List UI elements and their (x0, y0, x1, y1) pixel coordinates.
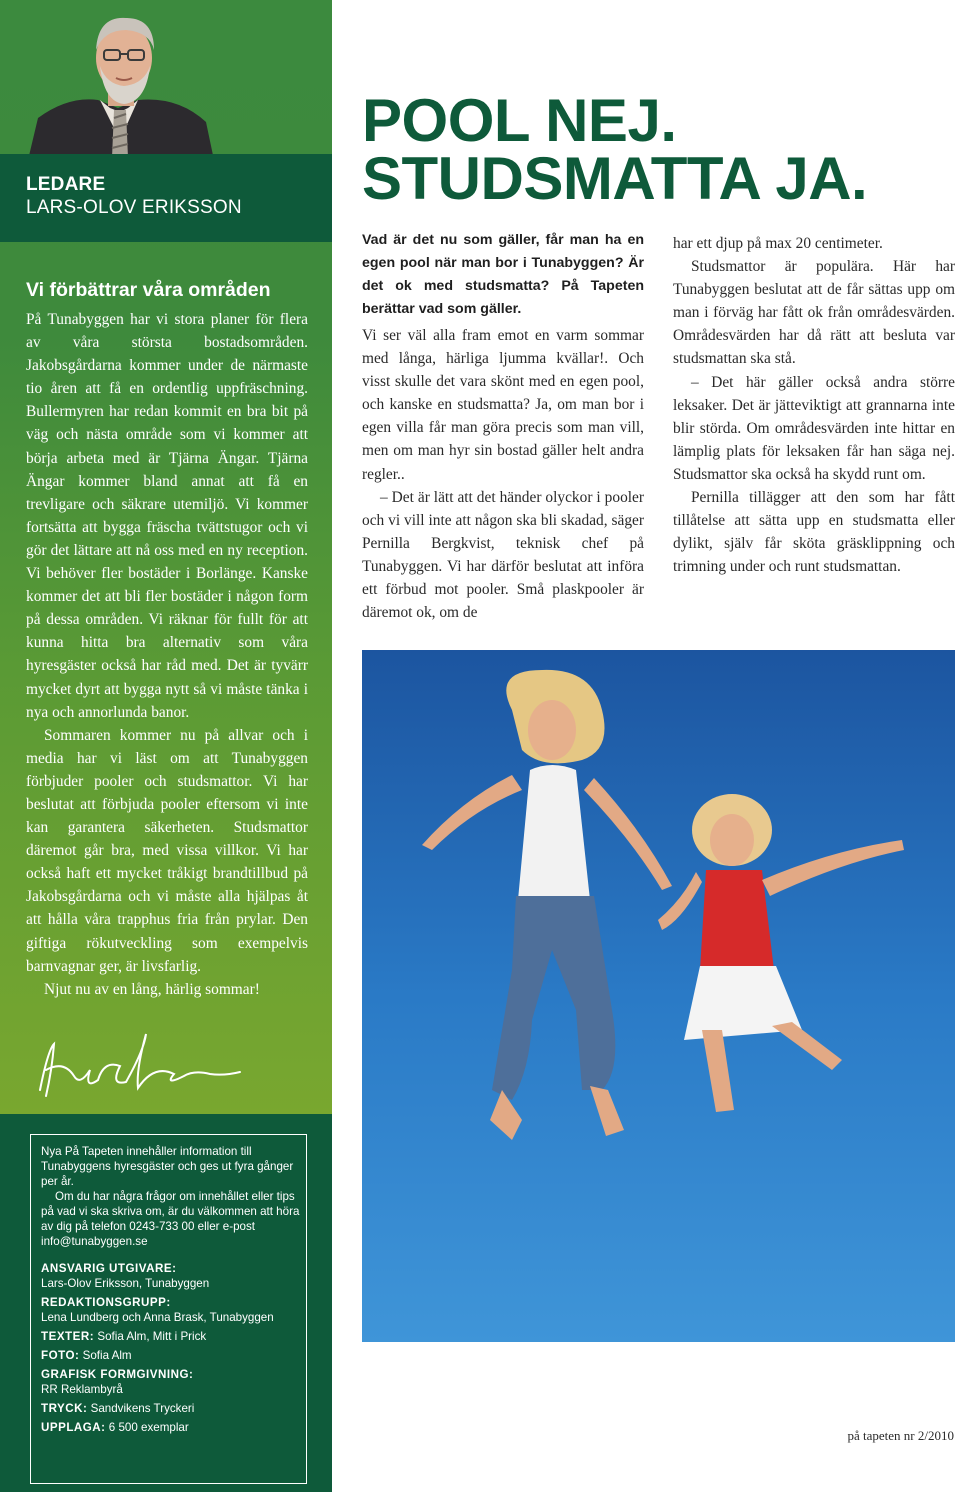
masthead-info-paragraph: Nya På Tapeten innehåller information till Tunabyggens hyresgäster och ges ut fyra gånger per år. (41, 1145, 294, 1188)
article-column-right (673, 232, 955, 578)
credit-grafisk (41, 1367, 303, 1397)
credit-texter (41, 1329, 303, 1344)
article-paragraph: Vi ser väl alla fram emot en varm sommar med långa, härliga ljumma kvällar!. Och visst skulle det vara skönt med en egen pool, och kanske en studsmatta? Ja, om man bor i egen villa får man göra precis som man vill, men om man hyr sin bostad gäller helt andra regler.. (362, 327, 644, 483)
credit-label: UPPLAGA: (41, 1421, 106, 1434)
credit-value: RR Reklambyrå (41, 1383, 123, 1396)
article-paragraph: – Det är lätt att det händer olyckor i pooler och vi vill inte att någon ska bli skadad, säger Pernilla Bergkvist, teknisk chef på Tunabyggen. Vi har därför beslutat att införa ett förbud mot pooler. Små plaskpooler är däremot ok, om de (362, 488, 644, 622)
credit-label: ANSVARIG UTGIVARE: (41, 1262, 177, 1275)
author-name: LARS-OLOV ERIKSSON (26, 197, 242, 218)
jumping-photo-illustration (362, 650, 955, 1342)
author-photo (28, 10, 218, 154)
editorial-body (26, 308, 308, 1001)
article-paragraph: Pernilla tillägger att den som har fått tillåtelse att sätta upp en studsmatta eller dylikt, själv får sköta gräsklippning och trimning under och runt studsmattan. (673, 489, 955, 576)
ledare-band (0, 154, 332, 242)
credit-label: GRAFISK FORMGIVNING: (41, 1368, 194, 1381)
article-paragraph: – Det här gäller också andra större leksaker. Det är jätteviktigt att grannarna inte blir störda. Om områdesvärden inte hittar en lämplig plats för leksaken får han säga nej. Studsmattor ska också ha skydd runt om. (673, 373, 955, 483)
article-ingress: Vad är det nu som gäller, får man ha en egen pool när man bor i Tunabyggen? Är det ok med studsmatta? På Tapeten berättar vad som gäller. (362, 232, 644, 317)
masthead-info (41, 1144, 303, 1249)
credit-value: Sandvikens Tryckeri (90, 1402, 195, 1415)
section-kicker: LEDARE (26, 174, 106, 195)
credit-value: Sofia Alm, Mitt i Prick (97, 1330, 207, 1343)
credit-label: REDAKTIONSGRUPP: (41, 1296, 171, 1309)
credit-label: TEXTER: (41, 1330, 95, 1343)
credit-value: Sofia Alm (82, 1349, 132, 1362)
author-portrait (0, 0, 332, 154)
masthead-info-paragraph: Om du har några frågor om innehållet eller tips på vad vi ska skriva om, är du välkommen att höra av dig på telefon 0243-733 00 eller e-post info@tunabyggen.se (41, 1190, 300, 1248)
masthead (0, 1114, 332, 1492)
credit-redaktion (41, 1295, 303, 1325)
editorial-sidebar (0, 0, 332, 1114)
credit-ansvarig (41, 1261, 303, 1291)
editorial-paragraph: På Tunabyggen har vi stora planer för flera av våra största bostadsområden. Jakobsgårdarna kommer under de närmaste tio åren att få en ordentlig uppfräschning. Bullermyren har redan kommit en bra bit på väg och nästa område som vi kommer att börja arbeta med är Tjärna Ängar. Tjärna Ängar kommer bland annat att få en trevligare och säkrare utemiljö. Vi kommer fortsätta att bygga fräscha tvättstugor och vi gör det lättare att nå oss med en ny reception. Vi behöver fler bostäder i Borlänge. Kanske kommer det att bli fler bostäder i någon form på dessa områden. Vi räknar för fullt för att kunna hitta bra alternativ som våra hyresgäster också har råd med. Det är tyvärr mycket dyrt att bygga nytt så vi måste tänka i nya och annorlunda banor. (26, 311, 308, 721)
credit-tryck (41, 1401, 303, 1416)
credit-value: Lars-Olov Eriksson, Tunabyggen (41, 1277, 210, 1290)
headline-line-2: STUDSMATTA JA. (362, 145, 868, 212)
headline-line-1: POOL NEJ. (362, 87, 677, 154)
editorial-paragraph: Njut nu av en lång, härlig sommar! (44, 980, 260, 998)
article-photo (362, 650, 955, 1342)
article-column-left (362, 324, 644, 624)
masthead-text (41, 1144, 303, 1439)
article-paragraph: Studsmattor är populära. Här har Tunabyggen beslutat att de får sättas upp om man i förväg har fått ok från områdesvärden. Områdesvärden har då rätt att besluta var studsmattan ska stå. (673, 258, 955, 368)
article-headline (362, 87, 952, 212)
credit-foto (41, 1348, 303, 1363)
editorial-paragraph: Sommaren kommer nu på allvar och i media har vi läst om att Tunabyggen förbjuder pooler och studsmattor. Vi har beslutat att förbjuda pooler eftersom vi inte kan garantera säkerheten. Studsmattor däremot går bra, med vissa villkor. Vi har också haft ett mycket tråkigt brandtillbud på Jakobsgårdarna och vi måste alla hjälpas åt att hålla våra trapphus fria från prylar. Den giftiga rökutveckling som exempelvis barnvagnar ger, är livsfarlig. (26, 726, 308, 975)
credit-value: Lena Lundberg och Anna Brask, Tunabyggen (41, 1311, 274, 1324)
issue-footer: på tapeten nr 2/2010 (847, 1428, 954, 1443)
signature-icon (34, 1030, 244, 1102)
credit-value: 6 500 exemplar (108, 1421, 189, 1434)
article-paragraph: har ett djup på max 20 centimeter. (673, 235, 883, 252)
credit-label: TRYCK: (41, 1402, 88, 1415)
editorial-heading: Vi förbättrar våra områden (26, 279, 271, 301)
credit-label: FOTO: (41, 1349, 80, 1362)
credit-upplaga (41, 1420, 303, 1435)
